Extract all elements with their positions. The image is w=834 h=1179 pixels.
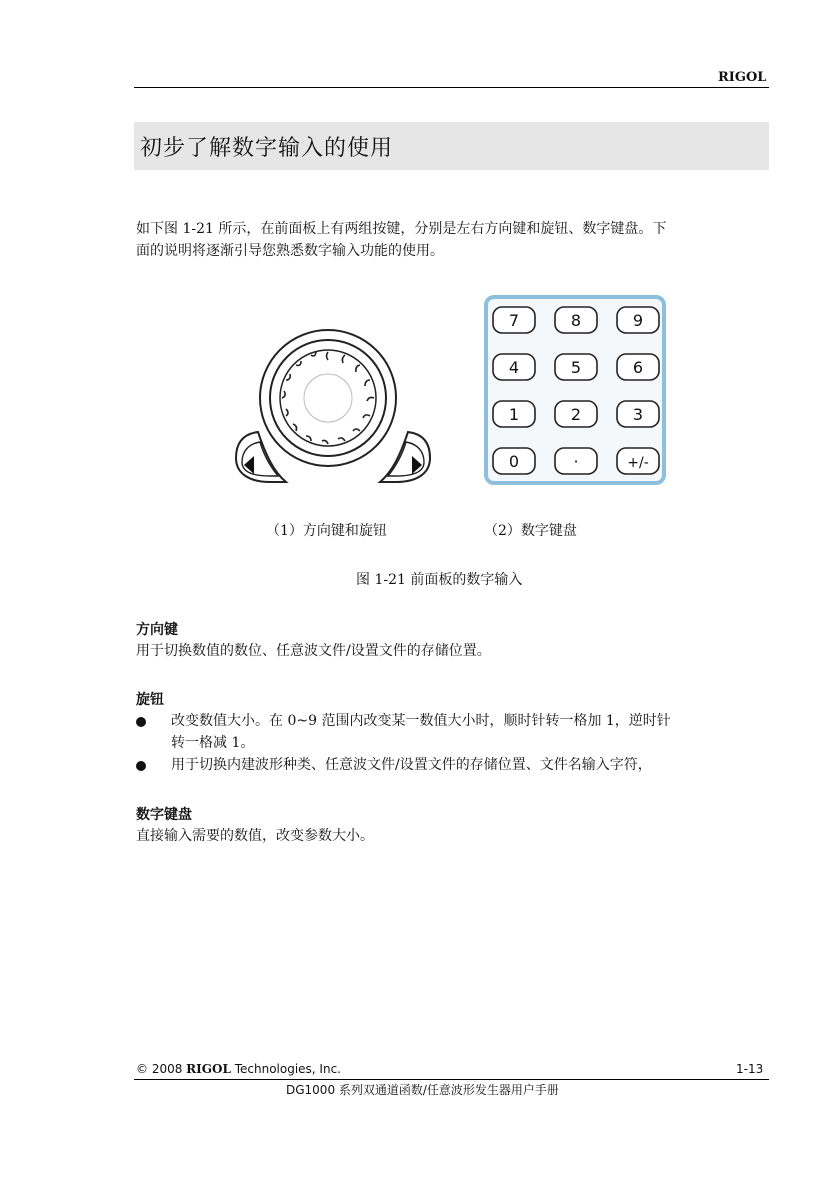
- header-rule: [134, 87, 769, 88]
- keypad-key-3[interactable]: [617, 307, 659, 333]
- page-number: 1-13: [736, 1062, 764, 1076]
- knob-bullet-1-line-1: 改变数值大小。在 0~9 范围内改变某一数值大小时，顺时针转一格加 1，逆时针: [171, 713, 671, 729]
- intro-line-2: 面的说明将逐渐引导您熟悉数字输入功能的使用。: [136, 243, 444, 259]
- keypad-key-label: 7: [508, 311, 520, 330]
- keypad-key-label: 3: [632, 405, 644, 424]
- keypad-key-label: 1: [508, 405, 520, 424]
- arrow-text: 用于切换数值的数位、任意波文件/设置文件的存储位置。: [136, 643, 491, 659]
- bullet-dot: [136, 761, 146, 771]
- keypad-key-12[interactable]: [617, 448, 659, 474]
- keypad-heading: 数字键盘: [136, 807, 192, 823]
- knob-heading: 旋钮: [136, 692, 164, 708]
- keypad-key-label: 0: [508, 452, 520, 471]
- section-title: 初步了解数字输入的使用: [140, 136, 394, 161]
- intro-paragraph: [136, 218, 776, 262]
- keypad-key-label: 4: [508, 358, 520, 377]
- keypad-svg: [488, 299, 662, 481]
- keypad-key-9[interactable]: [617, 401, 659, 427]
- keypad-key-5[interactable]: [555, 354, 597, 380]
- keypad-key-label: 9: [632, 311, 644, 330]
- keypad-key-4[interactable]: [493, 354, 535, 380]
- figure-caption: 图 1-21 前面板的数字输入: [356, 572, 523, 588]
- keypad-text: 直接输入需要的数值，改变参数大小。: [136, 828, 374, 844]
- keypad-key-label: 8: [570, 311, 582, 330]
- keypad-key-label: 2: [570, 405, 582, 424]
- keypad-key-2[interactable]: [555, 307, 597, 333]
- header-brand: RIGOL: [718, 70, 767, 85]
- knob-arrows-figure: [228, 320, 438, 490]
- arrow-heading: 方向键: [136, 622, 178, 638]
- knob-bullet-1-line-2: 转一格减 1。: [171, 735, 255, 751]
- keypad-key-label: ·: [573, 452, 579, 471]
- knob-center: [304, 374, 352, 422]
- intro-line-1: 如下图 1-21 所示，在前面板上有两组按键，分别是左右方向键和旋钮、数字键盘。下: [136, 221, 667, 237]
- caption-keypad: （2）数字键盘: [484, 523, 577, 539]
- keypad-key-1[interactable]: [493, 307, 535, 333]
- keypad-key-11[interactable]: [555, 448, 597, 474]
- keypad-key-label: 5: [570, 358, 582, 377]
- footer-rule: [134, 1079, 769, 1080]
- knob-bullet-2: [136, 754, 776, 776]
- footer-brand: RIGOL: [186, 1062, 231, 1076]
- caption-knob: （1）方向键和旋钮: [266, 523, 387, 539]
- keypad-panel: [484, 295, 666, 485]
- bullet-dot: [136, 717, 146, 727]
- keypad-key-7[interactable]: [493, 401, 535, 427]
- keypad-key-6[interactable]: [617, 354, 659, 380]
- knob-bullet-1: [136, 710, 776, 754]
- right-arrow-key[interactable]: [380, 432, 430, 482]
- footer-copyright: [136, 1062, 341, 1076]
- footer-copyright-prefix: © 2008: [136, 1062, 187, 1076]
- knob-bullet-2-line-1: 用于切换内建波形种类、任意波文件/设置文件的存储位置、文件名输入字符，: [171, 757, 652, 773]
- keypad-key-8[interactable]: [555, 401, 597, 427]
- keypad-key-label: +/-: [627, 455, 649, 471]
- keypad-key-label: 6: [632, 358, 644, 377]
- footer-copyright-suffix: Technologies, Inc.: [230, 1062, 341, 1076]
- manual-title: DG1000 系列双通道函数/任意波形发生器用户手册: [286, 1083, 559, 1097]
- keypad-key-10[interactable]: [493, 448, 535, 474]
